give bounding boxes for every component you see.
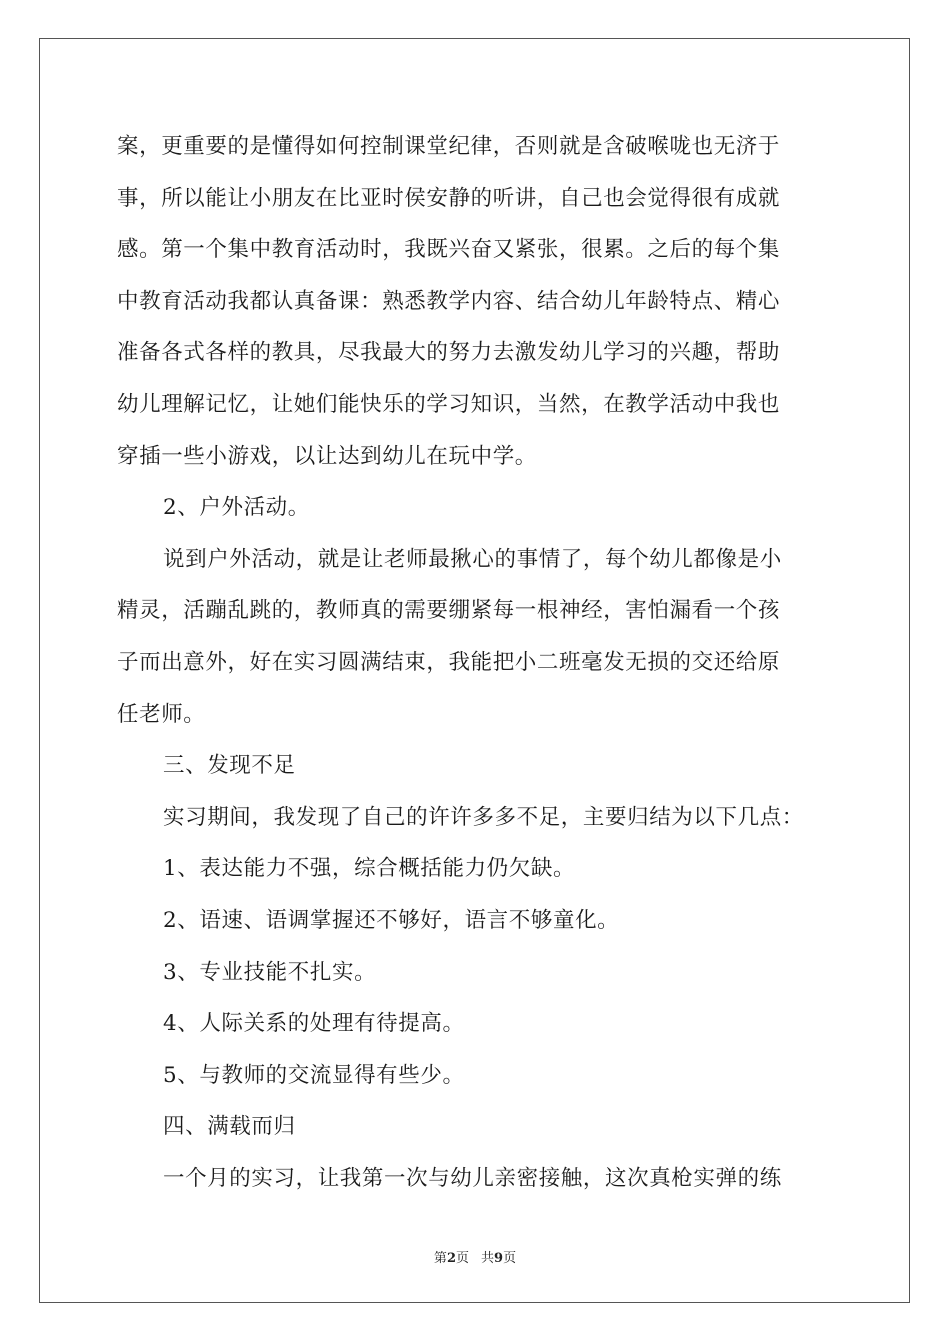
text-line: 5、与教师的交流显得有些少。 bbox=[163, 1062, 465, 1088]
text-line: 事，所以能让小朋友在比亚时侯安静的听讲，自己也会觉得很有成就 bbox=[117, 185, 781, 211]
text-line: 幼儿理解记忆，让她们能快乐的学习知识，当然，在教学活动中我也 bbox=[117, 391, 781, 417]
total-suffix: 页 bbox=[503, 1251, 517, 1266]
total-pages: 9 bbox=[494, 1251, 504, 1266]
text-line: 精灵，活蹦乱跳的，教师真的需要绷紧每一根神经，害怕漏看一个孩 bbox=[117, 598, 781, 624]
page-footer bbox=[0, 1247, 950, 1266]
text-line: 穿插一些小游戏，以让达到幼儿在玩中学。 bbox=[117, 443, 537, 469]
text-line: 三、发现不足 bbox=[163, 753, 296, 779]
text-line: 2、户外活动。 bbox=[163, 495, 310, 521]
text-line: 3、专业技能不扎实。 bbox=[163, 959, 377, 985]
text-line: 1、表达能力不强，综合概括能力仍欠缺。 bbox=[163, 856, 576, 882]
text-line: 中教育活动我都认真备课：熟悉教学内容、结合幼儿年龄特点、精心 bbox=[117, 288, 781, 314]
total-prefix: 共 bbox=[481, 1251, 495, 1266]
text-line: 说到户外活动，就是让老师最揪心的事情了，每个幼儿都像是小 bbox=[163, 546, 782, 572]
text-line: 案，更重要的是懂得如何控制课堂纪律，否则就是含破喉咙也无济于 bbox=[117, 134, 781, 159]
text-line: 一个月的实习，让我第一次与幼儿亲密接触，这次真枪实弹的练 bbox=[163, 1165, 782, 1191]
text-line: 感。第一个集中教育活动时，我既兴奋又紧张，很累。之后的每个集 bbox=[117, 237, 781, 263]
text-line: 4、人际关系的处理有待提高。 bbox=[163, 1011, 465, 1037]
text-line: 任老师。 bbox=[117, 701, 206, 727]
text-line: 实习期间，我发现了自己的许许多多不足，主要归结为以下几点： bbox=[163, 804, 804, 830]
text-line: 准备各式各样的教具，尽我最大的努力去激发幼儿学习的兴趣，帮助 bbox=[117, 340, 781, 366]
page-suffix: 页 bbox=[455, 1251, 469, 1266]
page-prefix: 第 bbox=[433, 1251, 447, 1266]
page-number: 2 bbox=[446, 1251, 456, 1266]
document-body bbox=[117, 121, 833, 1204]
text-line: 子而出意外，好在实习圆满结束，我能把小二班毫发无损的交还给原 bbox=[117, 649, 781, 675]
text-line: 四、满载而归 bbox=[163, 1114, 296, 1140]
text-line: 2、语速、语调掌握还不够好，语言不够童化。 bbox=[163, 907, 620, 933]
